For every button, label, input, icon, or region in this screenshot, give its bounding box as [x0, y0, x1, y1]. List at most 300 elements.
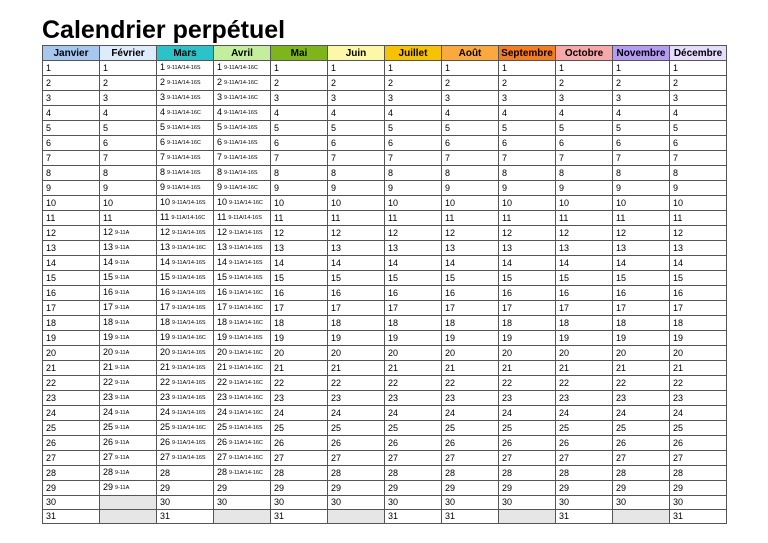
day-number: 14 [616, 257, 627, 268]
day-number: 27 [217, 452, 228, 462]
day-cell [100, 316, 157, 331]
day-number: 25 [445, 422, 456, 433]
day-note: 9-11A/14-16S [229, 275, 263, 281]
day-number: 2 [217, 77, 223, 87]
day-note: 9-11A/14-16C [167, 110, 201, 116]
day-cell [271, 406, 328, 421]
day-cell [670, 286, 727, 301]
month-header-9: Octobre [556, 46, 613, 61]
day-cell [556, 136, 613, 151]
day-cell [157, 76, 214, 91]
day-number: 3 [217, 92, 223, 102]
day-number: 14 [673, 257, 684, 268]
day-note: 9-11A [115, 290, 130, 296]
day-number: 14 [502, 257, 513, 268]
page-title: Calendrier perpétuel [42, 16, 286, 44]
day-number: 5 [616, 122, 622, 133]
day-cell [43, 406, 100, 421]
day-number: 23 [445, 392, 456, 403]
day-cell [214, 286, 271, 301]
day-cell [100, 271, 157, 286]
day-number: 2 [274, 77, 280, 88]
day-cell [442, 211, 499, 226]
day-note: 9-11A/14-16C [167, 140, 201, 146]
day-number: 25 [616, 422, 627, 433]
day-number: 18 [103, 317, 114, 327]
day-cell [613, 316, 670, 331]
day-row [43, 346, 727, 361]
month-header-3: Avril [214, 46, 271, 61]
day-cell [214, 106, 271, 121]
day-cell [214, 376, 271, 391]
day-cell [556, 510, 613, 524]
day-number: 2 [103, 77, 109, 88]
day-cell [556, 361, 613, 376]
day-cell [499, 211, 556, 226]
day-cell [499, 316, 556, 331]
day-note: 9-11A/14-16C [229, 470, 263, 476]
day-cell [499, 376, 556, 391]
day-number: 20 [46, 347, 57, 358]
day-cell [214, 166, 271, 181]
day-cell [43, 271, 100, 286]
day-number: 13 [103, 242, 114, 252]
day-number: 22 [160, 377, 171, 387]
day-number: 3 [559, 92, 565, 103]
day-number: 20 [160, 347, 171, 357]
day-cell [328, 451, 385, 466]
empty-day-cell [100, 510, 157, 524]
day-number: 17 [673, 302, 684, 313]
day-row [43, 151, 727, 166]
day-number: 28 [331, 467, 342, 478]
day-number: 25 [103, 422, 114, 432]
day-number: 4 [103, 107, 109, 118]
day-cell [613, 436, 670, 451]
day-cell [613, 496, 670, 510]
day-row [43, 481, 727, 496]
day-cell [328, 481, 385, 496]
day-number: 22 [616, 377, 627, 388]
day-note: 9-11A/14-16C [229, 320, 263, 326]
day-note: 9-11A [115, 350, 130, 356]
day-cell [214, 346, 271, 361]
day-cell [556, 181, 613, 196]
day-row [43, 226, 727, 241]
day-number: 19 [103, 332, 114, 342]
day-cell [328, 406, 385, 421]
day-cell [556, 451, 613, 466]
day-cell [670, 151, 727, 166]
day-cell [100, 91, 157, 106]
day-cell [214, 91, 271, 106]
day-number: 27 [46, 452, 57, 463]
day-cell [442, 421, 499, 436]
day-cell [385, 421, 442, 436]
day-number: 20 [445, 347, 456, 358]
day-note: 9-11A/14-16C [229, 290, 263, 296]
day-cell [499, 61, 556, 76]
day-number: 9 [331, 182, 337, 193]
day-number: 8 [559, 167, 565, 178]
day-note: 9-11A/14-16S [172, 410, 206, 416]
day-cell [271, 451, 328, 466]
day-number: 21 [559, 362, 570, 373]
day-cell [328, 496, 385, 510]
day-number: 16 [217, 287, 228, 297]
day-cell [43, 211, 100, 226]
day-cell [328, 226, 385, 241]
day-note: 9-11A [115, 230, 130, 236]
day-cell [328, 76, 385, 91]
day-cell [613, 286, 670, 301]
day-number: 30 [388, 497, 399, 508]
day-row [43, 136, 727, 151]
day-number: 16 [160, 287, 171, 297]
day-cell [385, 121, 442, 136]
day-number: 9 [217, 182, 223, 192]
day-cell [328, 301, 385, 316]
day-cell [442, 436, 499, 451]
day-number: 8 [616, 167, 622, 178]
day-number: 26 [559, 437, 570, 448]
day-number: 12 [388, 227, 399, 238]
day-number: 23 [46, 392, 57, 403]
day-number: 13 [559, 242, 570, 253]
day-number: 23 [103, 392, 114, 402]
day-cell [100, 196, 157, 211]
day-number: 19 [274, 332, 285, 343]
day-number: 8 [673, 167, 679, 178]
day-cell [214, 151, 271, 166]
day-number: 11 [502, 212, 512, 223]
day-cell [43, 196, 100, 211]
day-number: 28 [103, 467, 114, 477]
day-cell [385, 406, 442, 421]
day-cell [670, 226, 727, 241]
day-cell [442, 391, 499, 406]
day-row [43, 436, 727, 451]
day-cell [499, 181, 556, 196]
day-cell [214, 466, 271, 481]
day-cell [499, 271, 556, 286]
day-number: 18 [217, 317, 228, 327]
day-number: 20 [388, 347, 399, 358]
day-row [43, 166, 727, 181]
day-number: 11 [673, 212, 683, 223]
day-cell [157, 451, 214, 466]
day-cell [328, 121, 385, 136]
day-note: 9-11A [115, 365, 130, 371]
day-number: 18 [445, 317, 456, 328]
day-number: 25 [502, 422, 513, 433]
month-header-5: Juin [328, 46, 385, 61]
day-note: 9-11A/14-16C [229, 305, 263, 311]
day-cell [613, 406, 670, 421]
day-cell [499, 121, 556, 136]
day-cell [214, 241, 271, 256]
day-cell [670, 76, 727, 91]
day-cell [43, 121, 100, 136]
day-number: 29 [103, 482, 114, 492]
day-cell [670, 436, 727, 451]
day-number: 26 [445, 437, 456, 448]
day-cell [157, 271, 214, 286]
day-number: 17 [388, 302, 399, 313]
day-cell [499, 391, 556, 406]
day-cell [271, 181, 328, 196]
day-note: 9-11A/14-16S [167, 170, 201, 176]
day-number: 17 [331, 302, 342, 313]
day-number: 14 [274, 257, 285, 268]
month-header-7: Août [442, 46, 499, 61]
day-cell [157, 136, 214, 151]
day-number: 23 [673, 392, 684, 403]
day-cell [157, 481, 214, 496]
day-row [43, 106, 727, 121]
day-number: 3 [160, 92, 166, 102]
day-number: 15 [160, 272, 171, 282]
day-number: 8 [331, 167, 337, 178]
day-cell [214, 316, 271, 331]
day-cell [442, 466, 499, 481]
day-cell [157, 121, 214, 136]
day-cell [214, 496, 271, 510]
day-cell [385, 376, 442, 391]
day-number: 5 [331, 122, 337, 133]
day-number: 8 [160, 167, 166, 177]
day-number: 20 [217, 347, 228, 357]
day-cell [157, 61, 214, 76]
day-note: 9-11A [115, 320, 130, 326]
day-number: 24 [331, 407, 342, 418]
day-note: 9-11A/14-16C [229, 410, 263, 416]
day-number: 9 [274, 182, 280, 193]
day-number: 30 [274, 497, 285, 508]
day-note: 9-11A [115, 425, 130, 431]
day-number: 20 [559, 347, 570, 358]
day-number: 4 [217, 107, 223, 117]
day-cell [43, 76, 100, 91]
day-number: 24 [46, 407, 57, 418]
day-note: 9-11A/14-16S [172, 455, 206, 461]
day-number: 13 [502, 242, 513, 253]
month-header-10: Novembre [613, 46, 670, 61]
day-cell [328, 61, 385, 76]
day-number: 28 [616, 467, 627, 478]
day-number: 15 [559, 272, 570, 283]
day-number: 19 [673, 332, 684, 343]
day-number: 4 [445, 107, 451, 118]
day-number: 6 [331, 137, 337, 148]
day-cell [442, 361, 499, 376]
day-number: 24 [388, 407, 399, 418]
day-number: 17 [46, 302, 57, 313]
day-cell [442, 76, 499, 91]
day-cell [214, 436, 271, 451]
day-cell [385, 241, 442, 256]
day-cell [100, 136, 157, 151]
day-number: 15 [445, 272, 456, 283]
day-number: 12 [559, 227, 570, 238]
day-number: 12 [673, 227, 684, 238]
day-number: 23 [502, 392, 513, 403]
empty-day-cell [613, 510, 670, 524]
day-number: 13 [388, 242, 399, 253]
day-number: 21 [673, 362, 684, 373]
day-number: 26 [502, 437, 513, 448]
day-number: 20 [103, 347, 114, 357]
day-cell [499, 286, 556, 301]
day-number: 20 [673, 347, 684, 358]
day-number: 12 [331, 227, 342, 238]
day-number: 24 [274, 407, 285, 418]
day-cell [100, 466, 157, 481]
day-number: 19 [616, 332, 627, 343]
day-number: 5 [445, 122, 451, 133]
day-cell [442, 256, 499, 271]
day-cell [385, 181, 442, 196]
day-row [43, 76, 727, 91]
day-cell [613, 226, 670, 241]
day-number: 31 [445, 511, 456, 522]
day-cell [613, 301, 670, 316]
day-note: 9-11A/14-16S [172, 395, 206, 401]
day-cell [670, 271, 727, 286]
day-note: 9-11A/14-16S [167, 65, 201, 71]
day-cell [43, 496, 100, 510]
day-number: 10 [673, 197, 684, 208]
day-row [43, 91, 727, 106]
day-number: 23 [388, 392, 399, 403]
day-number: 22 [559, 377, 570, 388]
day-cell [214, 226, 271, 241]
day-cell [499, 241, 556, 256]
day-cell [43, 286, 100, 301]
day-number: 31 [388, 511, 399, 522]
day-cell [442, 91, 499, 106]
day-note: 9-11A/14-16C [224, 95, 258, 101]
day-number: 11 [217, 212, 227, 222]
day-cell [556, 391, 613, 406]
day-note: 9-11A/14-16C [224, 185, 258, 191]
day-cell [100, 286, 157, 301]
day-cell [157, 91, 214, 106]
day-number: 22 [673, 377, 684, 388]
day-cell [613, 211, 670, 226]
day-cell [157, 151, 214, 166]
day-cell [271, 226, 328, 241]
day-number: 21 [103, 362, 114, 372]
day-cell [385, 211, 442, 226]
day-cell [157, 331, 214, 346]
day-cell [100, 301, 157, 316]
empty-day-cell [328, 510, 385, 524]
day-cell [556, 76, 613, 91]
day-number: 28 [559, 467, 570, 478]
day-cell [670, 301, 727, 316]
day-number: 7 [388, 152, 394, 163]
day-number: 4 [160, 107, 166, 117]
day-number: 18 [388, 317, 399, 328]
day-number: 14 [331, 257, 342, 268]
day-cell [613, 331, 670, 346]
day-number: 14 [46, 257, 57, 268]
day-cell [214, 301, 271, 316]
day-number: 2 [559, 77, 565, 88]
day-cell [499, 406, 556, 421]
day-number: 6 [217, 137, 223, 147]
day-cell [442, 451, 499, 466]
day-number: 29 [274, 482, 285, 493]
day-number: 31 [274, 511, 285, 522]
day-cell [157, 226, 214, 241]
day-cell [43, 91, 100, 106]
day-note: 9-11A/14-16C [172, 335, 206, 341]
day-number: 7 [445, 152, 451, 163]
day-number: 17 [160, 302, 171, 312]
day-number: 1 [160, 62, 166, 72]
day-number: 30 [673, 497, 684, 508]
day-cell [100, 151, 157, 166]
day-number: 17 [502, 302, 513, 313]
day-number: 14 [103, 257, 114, 267]
day-number: 5 [217, 122, 223, 132]
day-cell [328, 271, 385, 286]
day-number: 28 [673, 467, 684, 478]
day-cell [385, 391, 442, 406]
day-number: 15 [274, 272, 285, 283]
day-number: 26 [388, 437, 399, 448]
day-cell [670, 391, 727, 406]
day-number: 9 [502, 182, 508, 193]
day-cell [442, 121, 499, 136]
day-note: 9-11A [115, 410, 130, 416]
day-cell [556, 226, 613, 241]
day-number: 6 [502, 137, 508, 148]
day-cell [385, 331, 442, 346]
day-cell [385, 361, 442, 376]
day-number: 26 [103, 437, 114, 447]
day-number: 12 [445, 227, 456, 238]
day-number: 19 [502, 332, 513, 343]
day-note: 9-11A/14-16S [172, 275, 206, 281]
day-cell [556, 331, 613, 346]
day-number: 7 [673, 152, 679, 163]
day-number: 29 [445, 482, 456, 493]
day-number: 5 [388, 122, 394, 133]
day-number: 10 [103, 197, 114, 208]
day-number: 18 [502, 317, 513, 328]
day-cell [556, 91, 613, 106]
day-cell [556, 121, 613, 136]
day-cell [613, 481, 670, 496]
day-cell [43, 436, 100, 451]
day-cell [43, 376, 100, 391]
day-note: 9-11A/14-16C [229, 380, 263, 386]
day-cell [556, 196, 613, 211]
day-cell [328, 421, 385, 436]
day-number: 23 [217, 392, 228, 402]
day-number: 28 [217, 467, 228, 477]
day-number: 3 [502, 92, 508, 103]
day-note: 9-11A/14-16C [172, 425, 206, 431]
day-number: 23 [331, 392, 342, 403]
day-number: 26 [616, 437, 627, 448]
day-number: 10 [559, 197, 570, 208]
day-cell [499, 226, 556, 241]
day-cell [271, 121, 328, 136]
